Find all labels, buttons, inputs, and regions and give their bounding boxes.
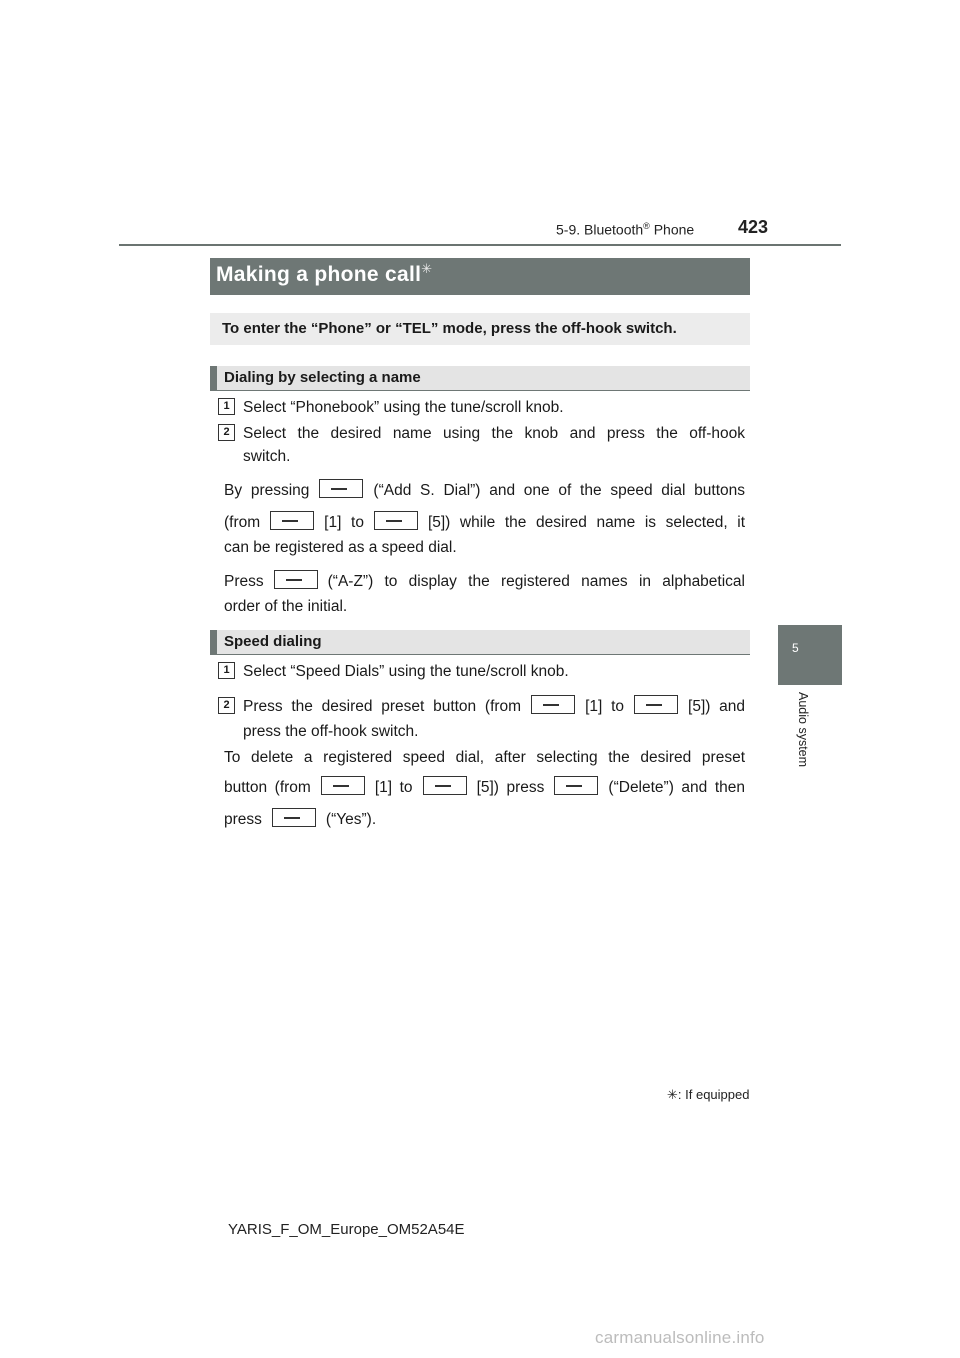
preset-key-5-icon bbox=[374, 511, 418, 530]
section-breadcrumb: 5-9. Bluetooth® Phone bbox=[556, 221, 695, 238]
watermark: carmanualsonline.info bbox=[595, 1328, 765, 1347]
note1-line2: (from [1] to [5]) while the desired name is selected, it bbox=[224, 512, 745, 533]
footnote: ✳: If equipped bbox=[667, 1087, 750, 1102]
intro-box bbox=[210, 313, 750, 345]
asterisk-icon: ✳ bbox=[667, 1087, 678, 1102]
speed-step-2-line1: Press the desired preset button (from [1] to [5]) and bbox=[243, 696, 745, 717]
delete-key-icon bbox=[554, 776, 598, 795]
step-badge-1: 1 bbox=[218, 662, 235, 679]
chapter-label: Audio system bbox=[796, 692, 810, 768]
page-number: 423 bbox=[738, 217, 769, 237]
add-speed-dial-key-icon bbox=[319, 479, 363, 498]
preset-key-1-icon bbox=[531, 695, 575, 714]
asterisk-icon: ✳ bbox=[421, 261, 433, 276]
step-1-text: Select “Phonebook” using the tune/scroll knob. bbox=[243, 399, 564, 416]
preset-key-1-icon bbox=[270, 511, 314, 530]
note1-line3: can be registered as a speed dial. bbox=[224, 539, 457, 556]
a-z-key-icon bbox=[274, 570, 318, 589]
intro-text: To enter the “Phone” or “TEL” mode, press the off-hook switch. bbox=[222, 320, 677, 337]
step-badge-2: 2 bbox=[218, 697, 235, 714]
chapter-number: 5 bbox=[792, 641, 799, 655]
speed-step-1-text: Select “Speed Dials” using the tune/scroll knob. bbox=[243, 663, 569, 680]
step-badge-2: 2 bbox=[218, 424, 235, 441]
step-badge-1: 1 bbox=[218, 398, 235, 415]
section-heading-label: Dialing by selecting a name bbox=[224, 369, 421, 386]
step-2-text-line2: switch. bbox=[243, 448, 291, 465]
note2-line1: Press (“A-Z”) to display the registered names in alphabetical bbox=[224, 571, 745, 592]
page-title: Making a phone call✳ bbox=[216, 261, 433, 286]
document-code: YARIS_F_OM_Europe_OM52A54E bbox=[228, 1221, 465, 1238]
section-heading-dialing-by-name bbox=[210, 366, 750, 391]
heading-accent bbox=[210, 630, 217, 654]
delete-note-line2: button (from [1] to [5]) press (“Delete”) and then bbox=[224, 777, 745, 798]
note1-line1: By pressing (“Add S. Dial”) and one of the speed dial buttons bbox=[224, 480, 745, 501]
section-heading-label: Speed dialing bbox=[224, 633, 322, 650]
yes-key-icon bbox=[272, 808, 316, 827]
heading-accent bbox=[210, 366, 217, 390]
step-2-text-line1: Select the desired name using the knob and press the off-hook bbox=[243, 425, 745, 442]
speed-step-2-line2: press the off-hook switch. bbox=[243, 723, 419, 740]
delete-note-line3: press (“Yes”). bbox=[224, 809, 376, 830]
preset-key-1-icon bbox=[321, 776, 365, 795]
note2-line2: order of the initial. bbox=[224, 598, 348, 615]
preset-key-5-icon bbox=[634, 695, 678, 714]
preset-key-5-icon bbox=[423, 776, 467, 795]
page-title-bar bbox=[210, 258, 750, 295]
section-heading-speed-dialing bbox=[210, 630, 750, 655]
chapter-tab bbox=[778, 625, 842, 685]
header-divider bbox=[119, 244, 841, 246]
delete-note-line1: To delete a registered speed dial, after selecting the desired preset bbox=[224, 749, 745, 766]
